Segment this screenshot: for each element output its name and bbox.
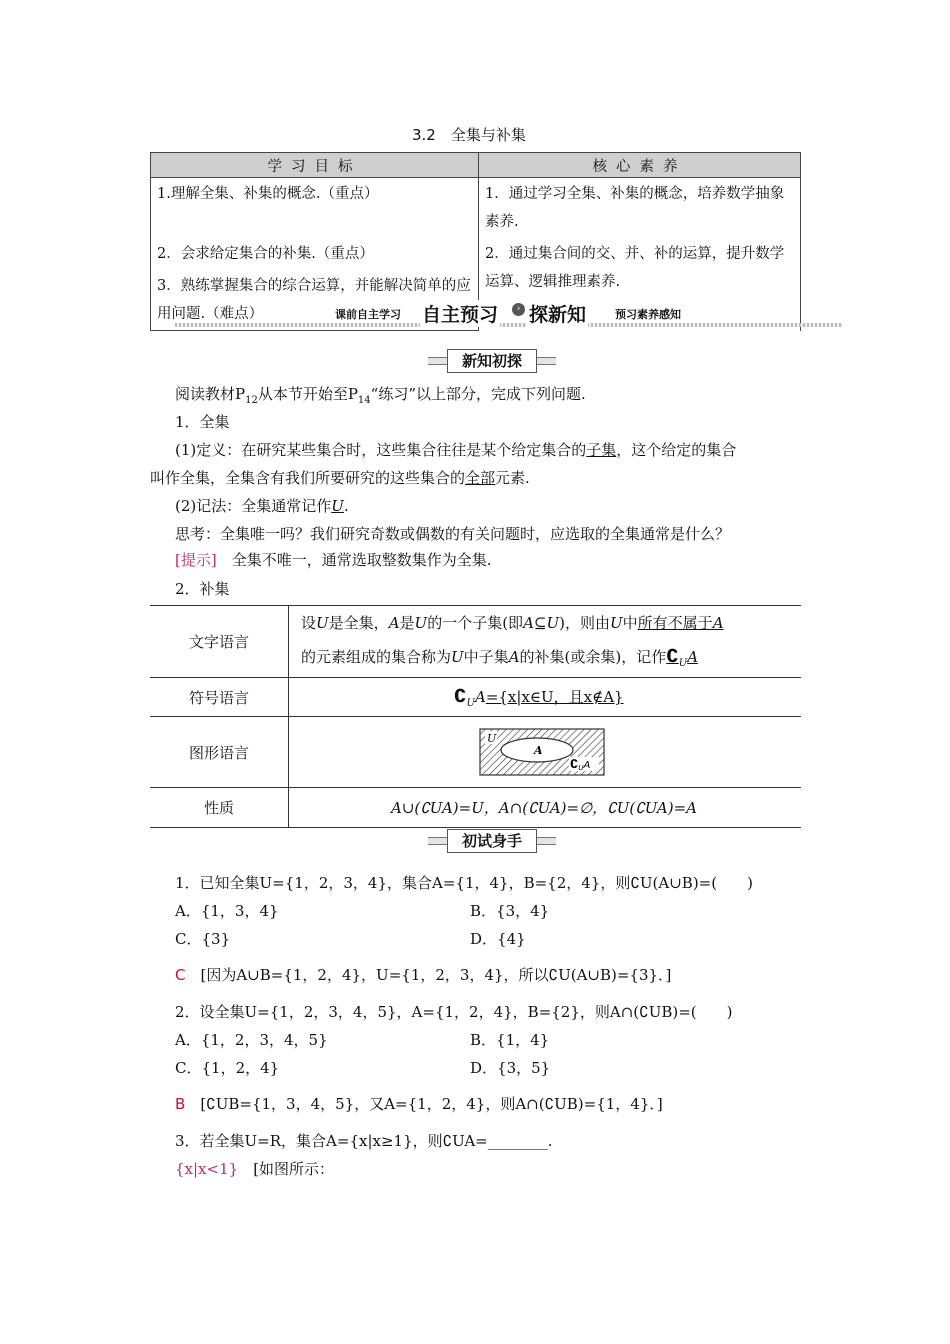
q2-option-a: A．{1，2，3，4，5} xyxy=(175,1031,328,1049)
venn-u-label: U xyxy=(487,732,497,745)
question-3: 3．若全集U=R，集合A={x|x≥1}，则∁UA=________. xyxy=(175,1132,553,1150)
goal-3: 3．熟练掌握集合的综合运算，并能解决简单的应用问题.（难点） xyxy=(151,270,479,331)
hint-line: [提示] 全集不唯一，通常选取整数集作为全集. xyxy=(175,551,492,569)
q1-option-a: A．{1，3，4} xyxy=(175,902,279,920)
section-heading-2: 初试身手 xyxy=(447,829,537,853)
q2-option-d: D．{3，5} xyxy=(470,1059,551,1077)
row-label-figure: 图形语言 xyxy=(150,717,289,788)
banner-left: 课前自主学习 xyxy=(332,306,404,322)
section-banner xyxy=(175,300,843,330)
property-text: A∪(∁UA)=U，A∩(∁UA)=∅，∁U(∁UA)=A xyxy=(391,799,698,817)
question-2: 2．设全集U={1，2，3，4，5}，A={1，2，4}，B={2}，则A∩(∁UB)=( ) xyxy=(175,1003,733,1021)
banner-main2: 探新知 xyxy=(527,300,588,327)
item-complement: 2．补集 xyxy=(175,580,230,598)
q1-option-d: D．{4} xyxy=(470,930,526,948)
text-language-cell: 设U是全集，A是U的一个子集(即A⊆U)，则由U中所有不属于A 的元素组成的集合称为U中子集A的补集(或余集)，记作$∁_UA$ xyxy=(289,606,802,678)
goals-header-right: 核心素养 xyxy=(479,153,801,178)
question-1: 1．已知全集U={1，2，3，4}，集合A={1，4}，B={2，4}，则∁U(A∪B)=( ) xyxy=(175,874,753,892)
q2-answer: B [∁UB={1，3，4，5}，又A={1，2，4}，则A∩(∁UB)={1，4}．] xyxy=(175,1095,663,1113)
item-universal-set: 1．全集 xyxy=(175,413,230,431)
banner-right: 预习素养感知 xyxy=(612,306,684,322)
goal-2: 2．会求给定集合的补集.（重点） xyxy=(151,238,479,270)
q1-option-b: B．{3，4} xyxy=(470,902,550,920)
think-question: 思考：全集唯一吗？我们研究奇数或偶数的有关问题时，应选取的全集通常是什么？ xyxy=(175,525,731,543)
property-cell xyxy=(289,788,802,828)
q2-option-c: C．{1，2，4} xyxy=(175,1059,280,1077)
symbolic-cell: $∁_UA=\{x|x\in U$，且x∉A} xyxy=(289,678,802,717)
q1-option-c: C．{3} xyxy=(175,930,231,948)
notation-line: (2)记法：全集通常记作U. xyxy=(175,497,349,515)
arrow-icon: › xyxy=(512,303,525,316)
venn-diagram xyxy=(479,728,605,776)
section-heading-1: 新知初探 xyxy=(447,349,537,373)
venn-cell xyxy=(289,717,802,788)
intro-line: 阅读教材$P_{12}$从本节开始至$P_{14}“$练习”以上部分，完成下列问题. xyxy=(175,385,586,406)
goals-header-left: 学习目标 xyxy=(151,153,479,178)
banner-main1: 自主预习 xyxy=(420,300,500,327)
q1-answer: C [因为A∪B={1，2，4}，U={1，2，3，4}，所以∁U(A∪B)={3}．] xyxy=(175,966,672,984)
q3-answer: {x|x<1} [如图所示： xyxy=(175,1160,335,1178)
goal-1: 1.理解全集、补集的概念.（重点） xyxy=(151,178,479,239)
row-label-property: 性质 xyxy=(150,788,289,828)
definition-line-1: (1)定义：在研究某些集合时，这些集合往往是某个给定集合的子集，这个给定的集合 xyxy=(175,441,737,459)
row-label-text: 文字语言 xyxy=(150,606,289,678)
literacy-2: 2．通过集合间的交、并、补的运算，提升数学运算、逻辑推理素养. xyxy=(479,238,801,331)
venn-a-label: A xyxy=(534,744,543,757)
complement-table xyxy=(150,605,801,828)
row-label-symbol: 符号语言 xyxy=(150,678,289,717)
q2-option-b: B．{1，4} xyxy=(470,1031,550,1049)
definition-line-2: 叫作全集，全集含有我们所要研究的这些集合的全部元素. xyxy=(150,469,530,487)
literacy-1: 1．通过学习全集、补集的概念，培养数学抽象素养. xyxy=(479,178,801,239)
venn-complement-label: $∁_UA$ xyxy=(570,757,591,772)
page-title: 3.2 全集与补集 xyxy=(412,126,526,144)
